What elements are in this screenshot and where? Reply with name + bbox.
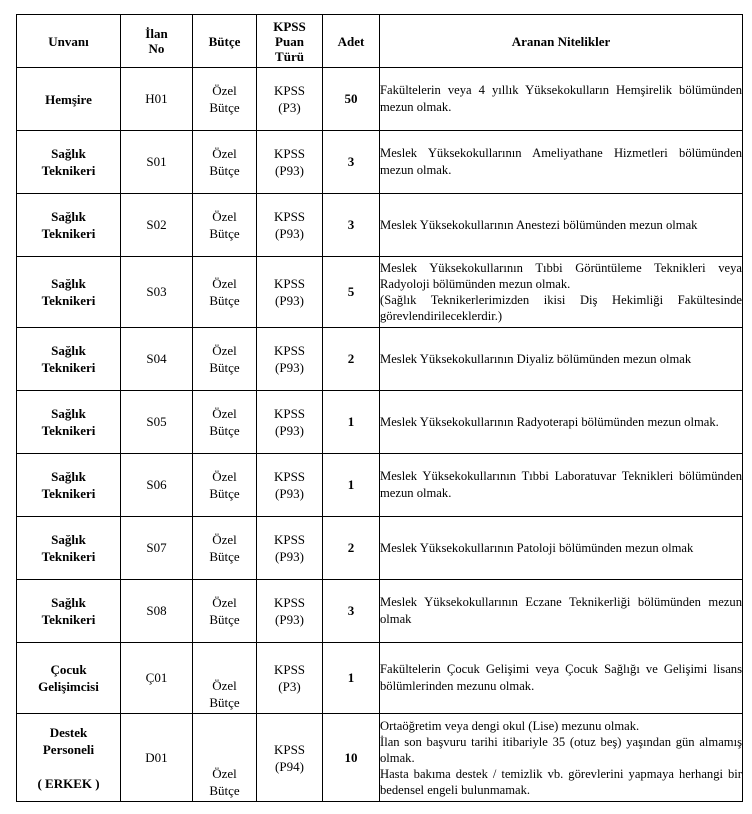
header-adet: Adet xyxy=(323,15,380,68)
cell-unvan: Hemşire xyxy=(17,68,121,131)
header-unvani: Unvanı xyxy=(17,15,121,68)
cell-ilan-no: S01 xyxy=(121,131,193,194)
requirement-line: Meslek Yüksekokullarının Anestezi bölümünden mezun olmak xyxy=(380,217,698,232)
cell-butce: Özel Bütçe xyxy=(193,643,257,714)
cell-butce: Özel Bütçe xyxy=(193,131,257,194)
requirement-line: Meslek Yüksekokullarının Tıbbi Laboratuvar Teknikleri bölümünden mezun olmak. xyxy=(380,469,742,500)
table-body xyxy=(17,68,743,802)
requirement-line: Fakültelerin Çocuk Gelişimi veya Çocuk Sağlığı ve Gelişimi lisans bölümlerinden mezunu olmak. xyxy=(380,662,742,693)
cell-butce: Özel Bütçe xyxy=(193,257,257,328)
cell-butce: Özel Bütçe xyxy=(193,328,257,391)
table-row xyxy=(17,194,743,257)
cell-ilan-no: Ç01 xyxy=(121,643,193,714)
cell-ilan-no: S07 xyxy=(121,517,193,580)
cell-adet: 10 xyxy=(323,714,380,802)
cell-butce: Özel Bütçe xyxy=(193,517,257,580)
cell-unvan: Sağlık Teknikeri xyxy=(17,391,121,454)
cell-adet: 1 xyxy=(323,643,380,714)
cell-kpss: KPSS (P3) xyxy=(257,68,323,131)
cell-adet: 3 xyxy=(323,194,380,257)
table-row xyxy=(17,454,743,517)
requirement-line: Meslek Yüksekokullarının Radyoterapi bölümünden mezun olmak. xyxy=(380,414,719,429)
header-row xyxy=(17,15,743,68)
requirement-line: Ortaöğretim veya dengi okul (Lise) mezunu olmak. xyxy=(380,718,640,733)
requirement-line: (Sağlık Teknikerlerimizden ikisi Diş Hekimliği Fakültesinde görevlendirileceklerdir.) xyxy=(380,293,742,323)
cell-butce: Özel Bütçe xyxy=(193,68,257,131)
cell-unvan: Sağlık Teknikeri xyxy=(17,328,121,391)
requirement-line: Hasta bakıma destek / temizlik vb. görevlerini yapmaya herhangi bir bedensel engeli bulunmamak. xyxy=(380,766,742,797)
cell-nitelikler xyxy=(380,643,743,714)
cell-ilan-no: D01 xyxy=(121,714,193,802)
cell-unvan: Sağlık Teknikeri xyxy=(17,454,121,517)
cell-nitelikler xyxy=(380,517,743,580)
cell-adet: 3 xyxy=(323,131,380,194)
table-row xyxy=(17,257,743,328)
cell-nitelikler xyxy=(380,328,743,391)
cell-nitelikler xyxy=(380,194,743,257)
cell-butce: Özel Bütçe xyxy=(193,194,257,257)
cell-nitelikler xyxy=(380,454,743,517)
requirement-line: Meslek Yüksekokullarının Ameliyathane Hizmetleri bölümünden mezun olmak. xyxy=(380,146,742,177)
cell-nitelikler xyxy=(380,257,743,328)
cell-kpss: KPSS (P93) xyxy=(257,580,323,643)
cell-ilan-no: S04 xyxy=(121,328,193,391)
cell-kpss: KPSS (P93) xyxy=(257,194,323,257)
cell-unvan: Çocuk Gelişimcisi xyxy=(17,643,121,714)
cell-ilan-no: S08 xyxy=(121,580,193,643)
cell-nitelikler xyxy=(380,714,743,802)
positions-table xyxy=(16,14,743,802)
requirement-line: İlan son başvuru tarihi itibariyle 35 (otuz beş) yaşından gün almamış olmak. xyxy=(380,734,742,765)
table-row xyxy=(17,643,743,714)
table-row xyxy=(17,68,743,131)
cell-butce: Özel Bütçe xyxy=(193,391,257,454)
table-row xyxy=(17,580,743,643)
cell-unvan: Sağlık Teknikeri xyxy=(17,194,121,257)
cell-unvan: Sağlık Teknikeri xyxy=(17,580,121,643)
cell-kpss: KPSS (P93) xyxy=(257,328,323,391)
cell-unvan: Sağlık Teknikeri xyxy=(17,517,121,580)
cell-unvan: Destek Personeli ( ERKEK ) xyxy=(17,714,121,802)
table-row xyxy=(17,714,743,802)
table-row xyxy=(17,131,743,194)
cell-ilan-no: S03 xyxy=(121,257,193,328)
cell-unvan: Sağlık Teknikeri xyxy=(17,131,121,194)
header-nitelikler: Aranan Nitelikler xyxy=(380,15,743,68)
requirement-line: Fakültelerin veya 4 yıllık Yüksekokulların Hemşirelik bölümünden mezun olmak. xyxy=(380,83,742,114)
cell-ilan-no: H01 xyxy=(121,68,193,131)
table-row xyxy=(17,517,743,580)
cell-butce: Özel Bütçe xyxy=(193,580,257,643)
cell-nitelikler xyxy=(380,580,743,643)
requirement-line: Meslek Yüksekokullarının Tıbbi Görüntüleme Teknikleri veya Radyoloji bölümünden mezun olmak. xyxy=(380,261,742,291)
header-kpss: KPSS Puan Türü xyxy=(257,15,323,68)
cell-kpss: KPSS (P93) xyxy=(257,454,323,517)
cell-adet: 1 xyxy=(323,454,380,517)
cell-unvan: Sağlık Teknikeri xyxy=(17,257,121,328)
table-row xyxy=(17,328,743,391)
cell-kpss: KPSS (P93) xyxy=(257,517,323,580)
cell-kpss: KPSS (P93) xyxy=(257,257,323,328)
cell-kpss: KPSS (P93) xyxy=(257,131,323,194)
cell-kpss: KPSS (P3) xyxy=(257,643,323,714)
cell-butce: Özel Bütçe xyxy=(193,714,257,802)
requirement-line: Meslek Yüksekokullarının Eczane Teknikerliği bölümünden mezun olmak xyxy=(380,595,742,626)
cell-nitelikler xyxy=(380,68,743,131)
cell-adet: 3 xyxy=(323,580,380,643)
cell-butce: Özel Bütçe xyxy=(193,454,257,517)
requirement-line: Meslek Yüksekokullarının Patoloji bölümünden mezun olmak xyxy=(380,540,694,555)
cell-ilan-no: S02 xyxy=(121,194,193,257)
cell-adet: 2 xyxy=(323,517,380,580)
cell-ilan-no: S06 xyxy=(121,454,193,517)
cell-nitelikler xyxy=(380,391,743,454)
cell-adet: 5 xyxy=(323,257,380,328)
cell-adet: 50 xyxy=(323,68,380,131)
table-row xyxy=(17,391,743,454)
requirement-line: Meslek Yüksekokullarının Diyaliz bölümünden mezun olmak xyxy=(380,351,692,366)
cell-adet: 1 xyxy=(323,391,380,454)
cell-kpss: KPSS (P93) xyxy=(257,391,323,454)
cell-adet: 2 xyxy=(323,328,380,391)
cell-nitelikler xyxy=(380,131,743,194)
cell-ilan-no: S05 xyxy=(121,391,193,454)
cell-kpss: KPSS (P94) xyxy=(257,714,323,802)
header-ilan-no: İlan No xyxy=(121,15,193,68)
header-butce: Bütçe xyxy=(193,15,257,68)
